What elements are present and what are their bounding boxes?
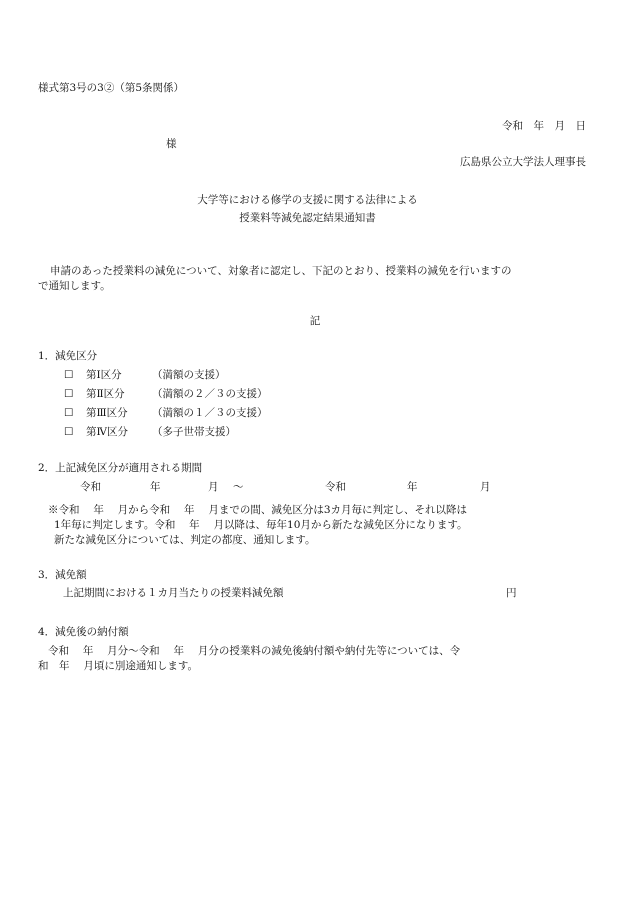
option-desc: （多子世帯支援） xyxy=(152,426,236,438)
section1-heading: 1．減免区分 xyxy=(38,350,98,362)
reduction-option[interactable] xyxy=(64,427,236,438)
ki-marker: 記 xyxy=(309,315,321,327)
option-name: 第Ⅱ区分 xyxy=(86,388,125,400)
reduction-option[interactable] xyxy=(64,408,268,419)
reduction-option[interactable] xyxy=(64,389,268,400)
title-line-1: 大学等における修学の支援に関する法律による xyxy=(197,194,418,206)
intro-line-2: で通知します。 xyxy=(38,280,111,292)
option-name: 第Ⅲ区分 xyxy=(86,407,128,419)
note-line-2: 1年毎に判定します。令和 年 月以降は、毎年10月から新たな減免区分になります。 xyxy=(54,519,468,531)
issuer-name: 広島県公立大学法人理事長 xyxy=(460,156,586,168)
section3-heading: 3．減免額 xyxy=(38,569,87,581)
period-era-end: 令和 xyxy=(325,481,346,493)
option-desc: （満額の２／３の支援） xyxy=(152,388,268,400)
reduction-amount-label: 上記期間における１カ月当たりの授業料減免額 xyxy=(63,587,284,599)
period-year-end: 年 xyxy=(407,481,418,493)
checkbox[interactable]: ☐ xyxy=(64,426,74,438)
option-name: 第Ⅳ区分 xyxy=(86,426,128,438)
addressee-suffix: 様 xyxy=(166,138,177,150)
checkbox[interactable]: ☐ xyxy=(64,369,74,381)
payment-line-1: 令和 年 月分～令和 年 月分の授業料の減免後納付額や納付先等については、令 xyxy=(48,645,461,657)
period-era-start: 令和 xyxy=(80,481,101,493)
note-line-3: 新たな減免区分については、判定の都度、通知します。 xyxy=(54,534,316,546)
option-desc: （満額の１／３の支援） xyxy=(152,407,268,419)
period-tilde: ～ xyxy=(233,481,244,493)
option-desc: （満額の支援） xyxy=(152,369,226,381)
option-name: 第Ⅰ区分 xyxy=(86,369,122,381)
period-year-start: 年 xyxy=(150,481,161,493)
intro-line-1: 申請のあった授業料の減免について、対象者に認定し、下記のとおり、授業料の減免を行いますの xyxy=(50,265,512,277)
period-month-end: 月 xyxy=(480,481,491,493)
checkbox[interactable]: ☐ xyxy=(64,407,74,419)
checkbox[interactable]: ☐ xyxy=(64,388,74,400)
date-line: 令和 年 月 日 xyxy=(502,120,586,132)
note-line-1: ※令和 年 月から令和 年 月までの間、減免区分は3カ月毎に判定し、それ以降は xyxy=(48,504,468,516)
title-line-2: 授業料等減免認定結果通知書 xyxy=(239,212,376,224)
section4-heading: 4．減免後の納付額 xyxy=(38,626,129,638)
payment-line-2: 和 年 月頃に別途通知します。 xyxy=(38,660,198,672)
yen-unit: 円 xyxy=(506,587,517,599)
section2-heading: 2．上記減免区分が適用される期間 xyxy=(38,462,203,474)
form-number: 様式第3号の3②（第5条関係） xyxy=(38,82,185,94)
period-month-start: 月 xyxy=(208,481,219,493)
reduction-option[interactable] xyxy=(64,370,226,381)
